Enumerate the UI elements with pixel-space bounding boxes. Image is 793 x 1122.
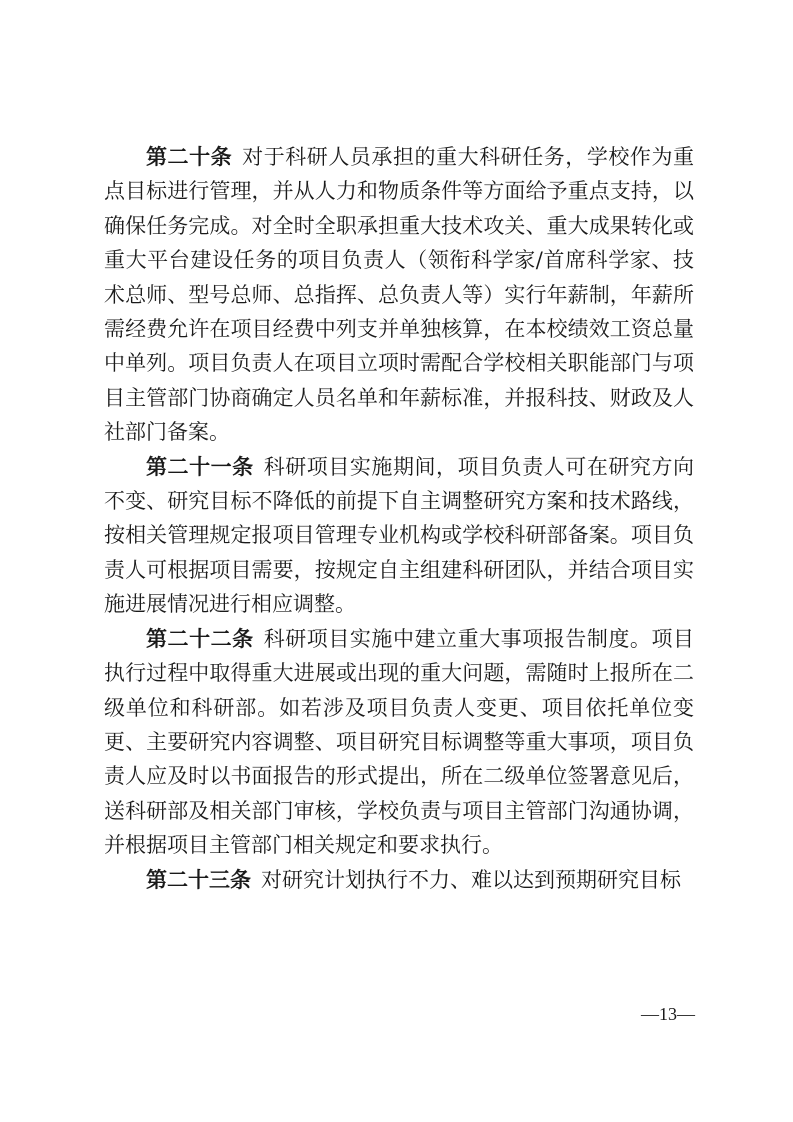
article-label: 第二十二条 bbox=[146, 625, 254, 651]
article-22 bbox=[104, 622, 694, 863]
article-label: 第二十一条 bbox=[146, 453, 254, 479]
article-text: 对于科研人员承担的重大科研任务，学校作为重点目标进行管理，并从人力和物质条件等方面给予重点支持，以确保任务完成。对全时全职承担重大技术攻关、重大成果转化或重大平台建设任务的项目负责人（领衔科学家/首席科学家、技术总师、型号总师、总指挥、总负责人等）实行年薪制，年薪所需经费允许在项目经费中列支并单独核算，在本校绩效工资总量中单列。项目负责人在项目立项时需配合学校相关职能部门与项目主管部门协商确定人员名单和年薪标准，并报科技、财政及人社部门备案。 bbox=[104, 145, 695, 445]
article-text: 对研究计划执行不力、难以达到预期研究目标 bbox=[261, 867, 681, 892]
body-text bbox=[104, 140, 694, 897]
article-text: 科研项目实施期间，项目负责人可在研究方向不变、研究目标不降低的前提下自主调整研究方案和技术路线，按相关管理规定报项目管理专业机构或学校科研部备案。项目负责人可根据项目需要，按规定自主组建科研团队，并结合项目实施进展情况进行相应调整。 bbox=[104, 454, 695, 617]
article-label: 第二十条 bbox=[146, 144, 233, 169]
article-21 bbox=[104, 450, 694, 622]
page-number: —13— bbox=[641, 1004, 695, 1024]
article-text: 科研项目实施中建立重大事项报告制度。项目执行过程中取得重大进展或出现的重大问题，需随时上报所在二级单位和科研部。如若涉及项目负责人变更、项目依托单位变更、主要研究内容调整、项目研究目标调整等重大事项，项目负责人应及时以书面报告的形式提出，所在二级单位签署意见后，送科研部及相关部门审核，学校负责与项目主管部门沟通协调，并根据项目主管部门相关规定和要求执行。 bbox=[104, 626, 695, 858]
article-20 bbox=[104, 140, 694, 450]
article-label: 第二十三条 bbox=[146, 866, 251, 892]
article-23 bbox=[104, 863, 694, 897]
